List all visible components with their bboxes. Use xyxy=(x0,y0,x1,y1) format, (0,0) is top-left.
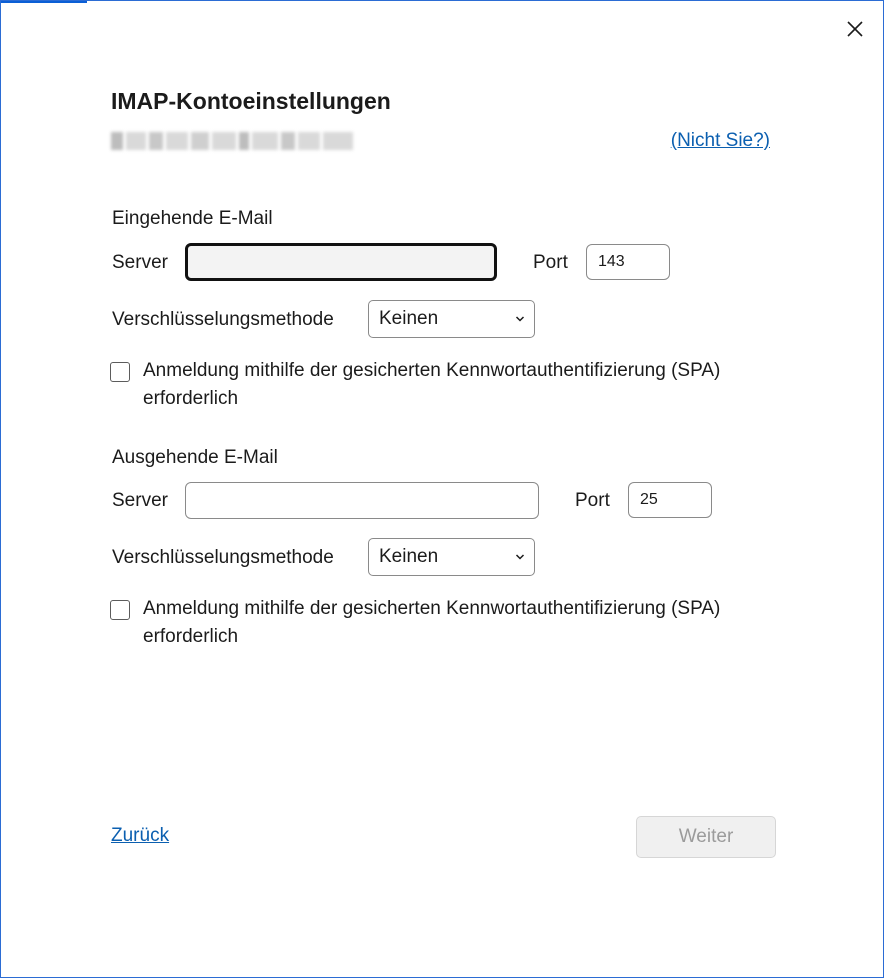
outgoing-encryption-value: Keinen xyxy=(379,546,439,567)
next-button[interactable]: Weiter xyxy=(636,816,776,858)
outgoing-spa-label[interactable]: Anmeldung mithilfe der gesicherten Kennwortauthentifizierung (SPA) erforderlich xyxy=(143,598,721,647)
not-you-link[interactable]: (Nicht Sie?) xyxy=(670,130,770,151)
incoming-encryption-value: Keinen xyxy=(379,308,439,329)
window-accent-strip xyxy=(1,1,87,3)
incoming-section-label: Eingehende E-Mail xyxy=(112,208,273,229)
incoming-server-label: Server xyxy=(112,252,168,273)
outgoing-section-label: Ausgehende E-Mail xyxy=(112,447,278,468)
outgoing-server-input[interactable] xyxy=(185,482,539,519)
redacted-email-address xyxy=(111,130,363,152)
incoming-encryption-label: Verschlüsselungsmethode xyxy=(112,309,334,330)
outgoing-spa-checkbox[interactable] xyxy=(110,600,130,620)
outgoing-port-label: Port xyxy=(575,490,610,511)
outgoing-server-label: Server xyxy=(112,490,168,511)
chevron-down-icon xyxy=(515,552,525,562)
outgoing-spa-row xyxy=(110,598,750,651)
incoming-port-input[interactable]: 143 xyxy=(586,244,670,280)
incoming-spa-label[interactable]: Anmeldung mithilfe der gesicherten Kennwortauthentifizierung (SPA) erforderlich xyxy=(143,360,721,409)
close-icon xyxy=(846,20,864,38)
outgoing-encryption-label: Verschlüsselungsmethode xyxy=(112,547,334,568)
dialog-title: IMAP-Kontoeinstellungen xyxy=(111,88,391,114)
outgoing-port-input[interactable]: 25 xyxy=(628,482,712,518)
incoming-spa-row xyxy=(110,360,750,413)
incoming-server-input[interactable] xyxy=(185,243,497,281)
incoming-encryption-select[interactable] xyxy=(368,300,535,338)
close-button[interactable] xyxy=(839,13,871,45)
back-link[interactable]: Zurück xyxy=(111,825,170,846)
chevron-down-icon xyxy=(515,314,525,324)
incoming-spa-checkbox[interactable] xyxy=(110,362,130,382)
outgoing-encryption-select[interactable] xyxy=(368,538,535,576)
incoming-port-label: Port xyxy=(533,252,568,273)
